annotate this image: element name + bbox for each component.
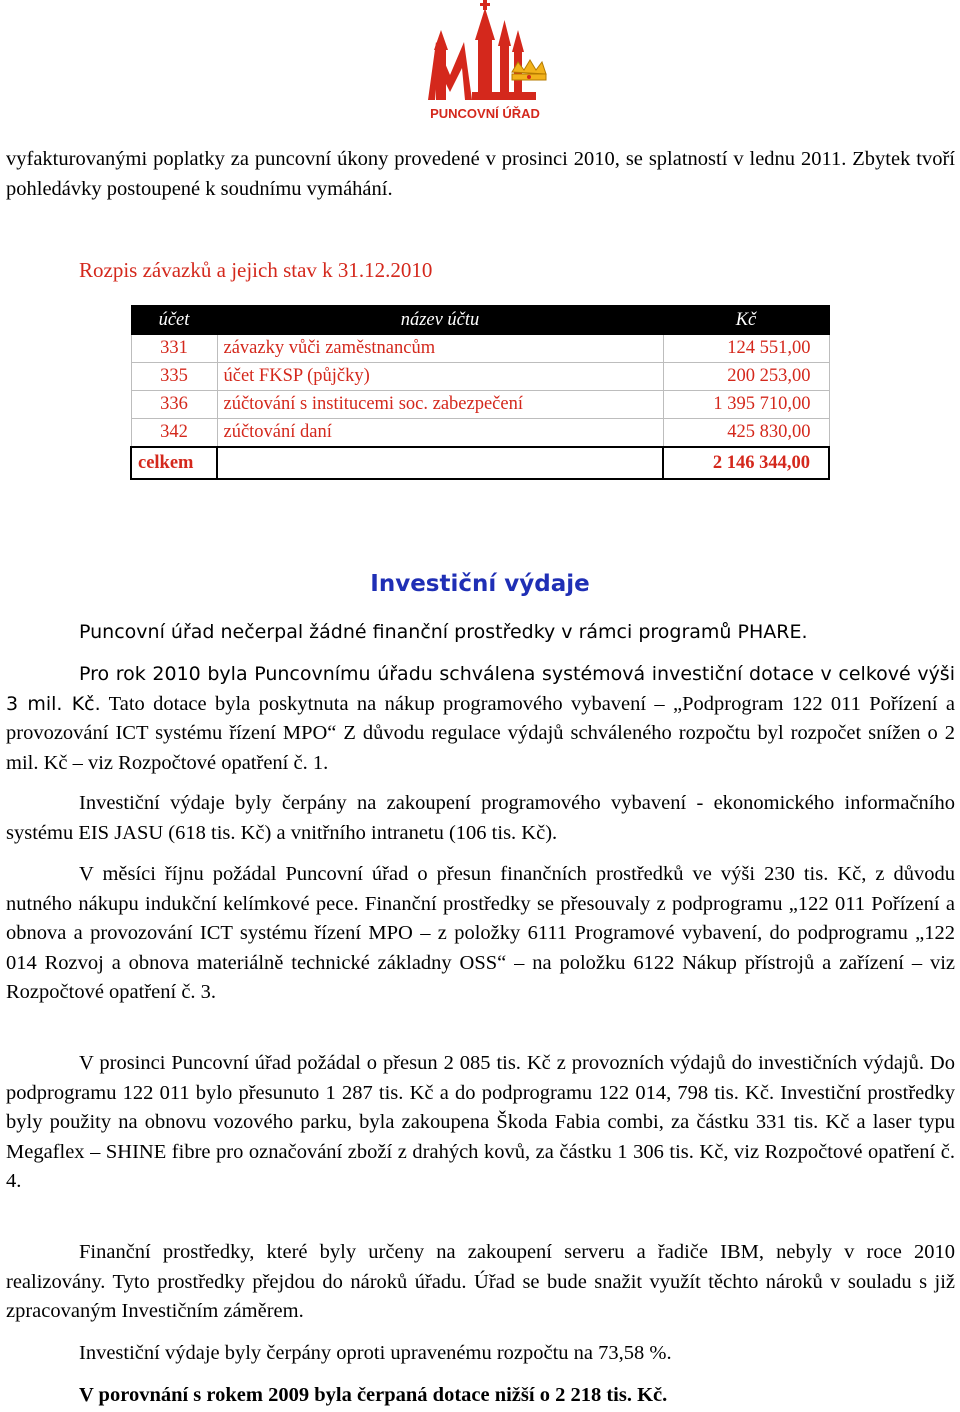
cell-name: závazky vůči zaměstnancům bbox=[217, 335, 663, 363]
header-account: účet bbox=[131, 306, 217, 335]
paragraph-cerpani: Investiční výdaje byly čerpány na zakoupení programového vybavení - ekonomického informačního systému EIS JASU (618 tis. Kč) a vnitřního intranetu (106 tis. Kč). bbox=[6, 792, 955, 844]
table-row bbox=[131, 335, 829, 363]
logo-wordmark: PUNCOVNÍ ÚŘAD bbox=[430, 106, 540, 121]
cell-amount: 200 253,00 bbox=[663, 363, 829, 391]
paragraph-dotace-rest: Tato dotace byla poskytnuta na nákup programového vybavení – „Podprogram 122 011 Pořízení a provozování ICT systému řízení MPO“ Z důvodu regulace výdajů schváleného rozpočtu byl rozpočet snížen o 2 mil. Kč – viz Rozpočtové opatření č. 1. bbox=[6, 692, 956, 774]
paragraph-dotace-lead: Pro rok 2010 byla Puncovnímu úřadu schválena systémová investiční dotace v celkové výši 3 mil. Kč. bbox=[6, 663, 955, 715]
liabilities-table bbox=[130, 305, 830, 480]
paragraph-rijen: V měsíci říjnu požádal Puncovní úřad o přesun finančních prostředků ve výši 230 tis. Kč, z důvodu nutného nákupu indukční kelímkové pece. Finanční prostředky se přesouvaly z podprogramu „122 011 Pořízení a obnova a provozování ICT systému řízení MPO – z položky 6111 Programové vybavení, do podprogramu „122 014 Rozvoj a obnova materiálně technické základny OSS“ – na položku 6122 Nákup přístrojů a zařízení – viz Rozpočtové opatření č. 3. bbox=[6, 863, 955, 1003]
paragraph-phare: Puncovní úřad nečerpal žádné finanční prostředky v rámci programů PHARE. bbox=[79, 621, 808, 643]
header-name: název účtu bbox=[217, 306, 663, 335]
table-row bbox=[131, 419, 829, 448]
table-row bbox=[131, 363, 829, 391]
paragraph-porovnani: V porovnání s rokem 2009 byla čerpaná dotace nižší o 2 218 tis. Kč. bbox=[79, 1384, 668, 1406]
logo bbox=[420, 0, 550, 125]
paragraph-dotace bbox=[6, 660, 955, 778]
cell-amount: 425 830,00 bbox=[663, 419, 829, 448]
header-amount: Kč bbox=[663, 306, 829, 335]
puncovni-urad-emblem bbox=[420, 0, 550, 110]
cell-name: zúčtování s institucemi soc. zabezpečení bbox=[217, 391, 663, 419]
cell-name: účet FKSP (půjčky) bbox=[217, 363, 663, 391]
cell-amount: 1 395 710,00 bbox=[663, 391, 829, 419]
section-title: Investiční výdaje bbox=[370, 571, 590, 597]
paragraph-plneni: Investiční výdaje byly čerpány oproti upravenému rozpočtu na 73,58 %. bbox=[79, 1342, 672, 1364]
table-header-row bbox=[131, 306, 829, 335]
paragraph-prosinec: V prosinci Puncovní úřad požádal o přesun 2 085 tis. Kč z provozních výdajů do investičních výdajů. Do podprogramu 122 011 bylo přesunuto 1 287 tis. Kč a do podprogramu 122 014, 798 tis. Kč. Investiční prostředky byly použity na obnovu vozového parku, byla zakoupena Škoda Fabia combi, za částku 331 tis. Kč a laser typu Megaflex – SHINE fibre pro označování zboží z drahých kovů, za částku 1 306 tis. Kč, viz Rozpočtové opatření č. 4. bbox=[6, 1052, 955, 1192]
cell-account: 335 bbox=[131, 363, 217, 391]
cell-account: 331 bbox=[131, 335, 217, 363]
cell-amount: 124 551,00 bbox=[663, 335, 829, 363]
liabilities-title: Rozpis závazků a jejich stav k 31.12.2010 bbox=[79, 258, 433, 282]
table-row bbox=[131, 391, 829, 419]
cell-account: 336 bbox=[131, 391, 217, 419]
table-total-row bbox=[131, 447, 829, 479]
total-empty bbox=[217, 447, 663, 479]
cell-account: 342 bbox=[131, 419, 217, 448]
intro-paragraph: vyfakturovanými poplatky za puncovní úkony provedené v prosinci 2010, se splatností v lednu 2011. Zbytek tvoří pohledávky postoupené k soudnímu vymáhání. bbox=[6, 148, 955, 200]
total-amount: 2 146 344,00 bbox=[663, 447, 829, 479]
total-label: celkem bbox=[131, 447, 217, 479]
cell-name: zúčtování daní bbox=[217, 419, 663, 448]
paragraph-server: Finanční prostředky, které byly určeny na zakoupení serveru a řadiče IBM, nebyly v roce 2010 realizovány. Tyto prostředky přejdou do nároků úřadu. Úřad se bude snažit využít těchto nároků v souladu s již zpracovaným Investičním záměrem. bbox=[6, 1241, 955, 1322]
